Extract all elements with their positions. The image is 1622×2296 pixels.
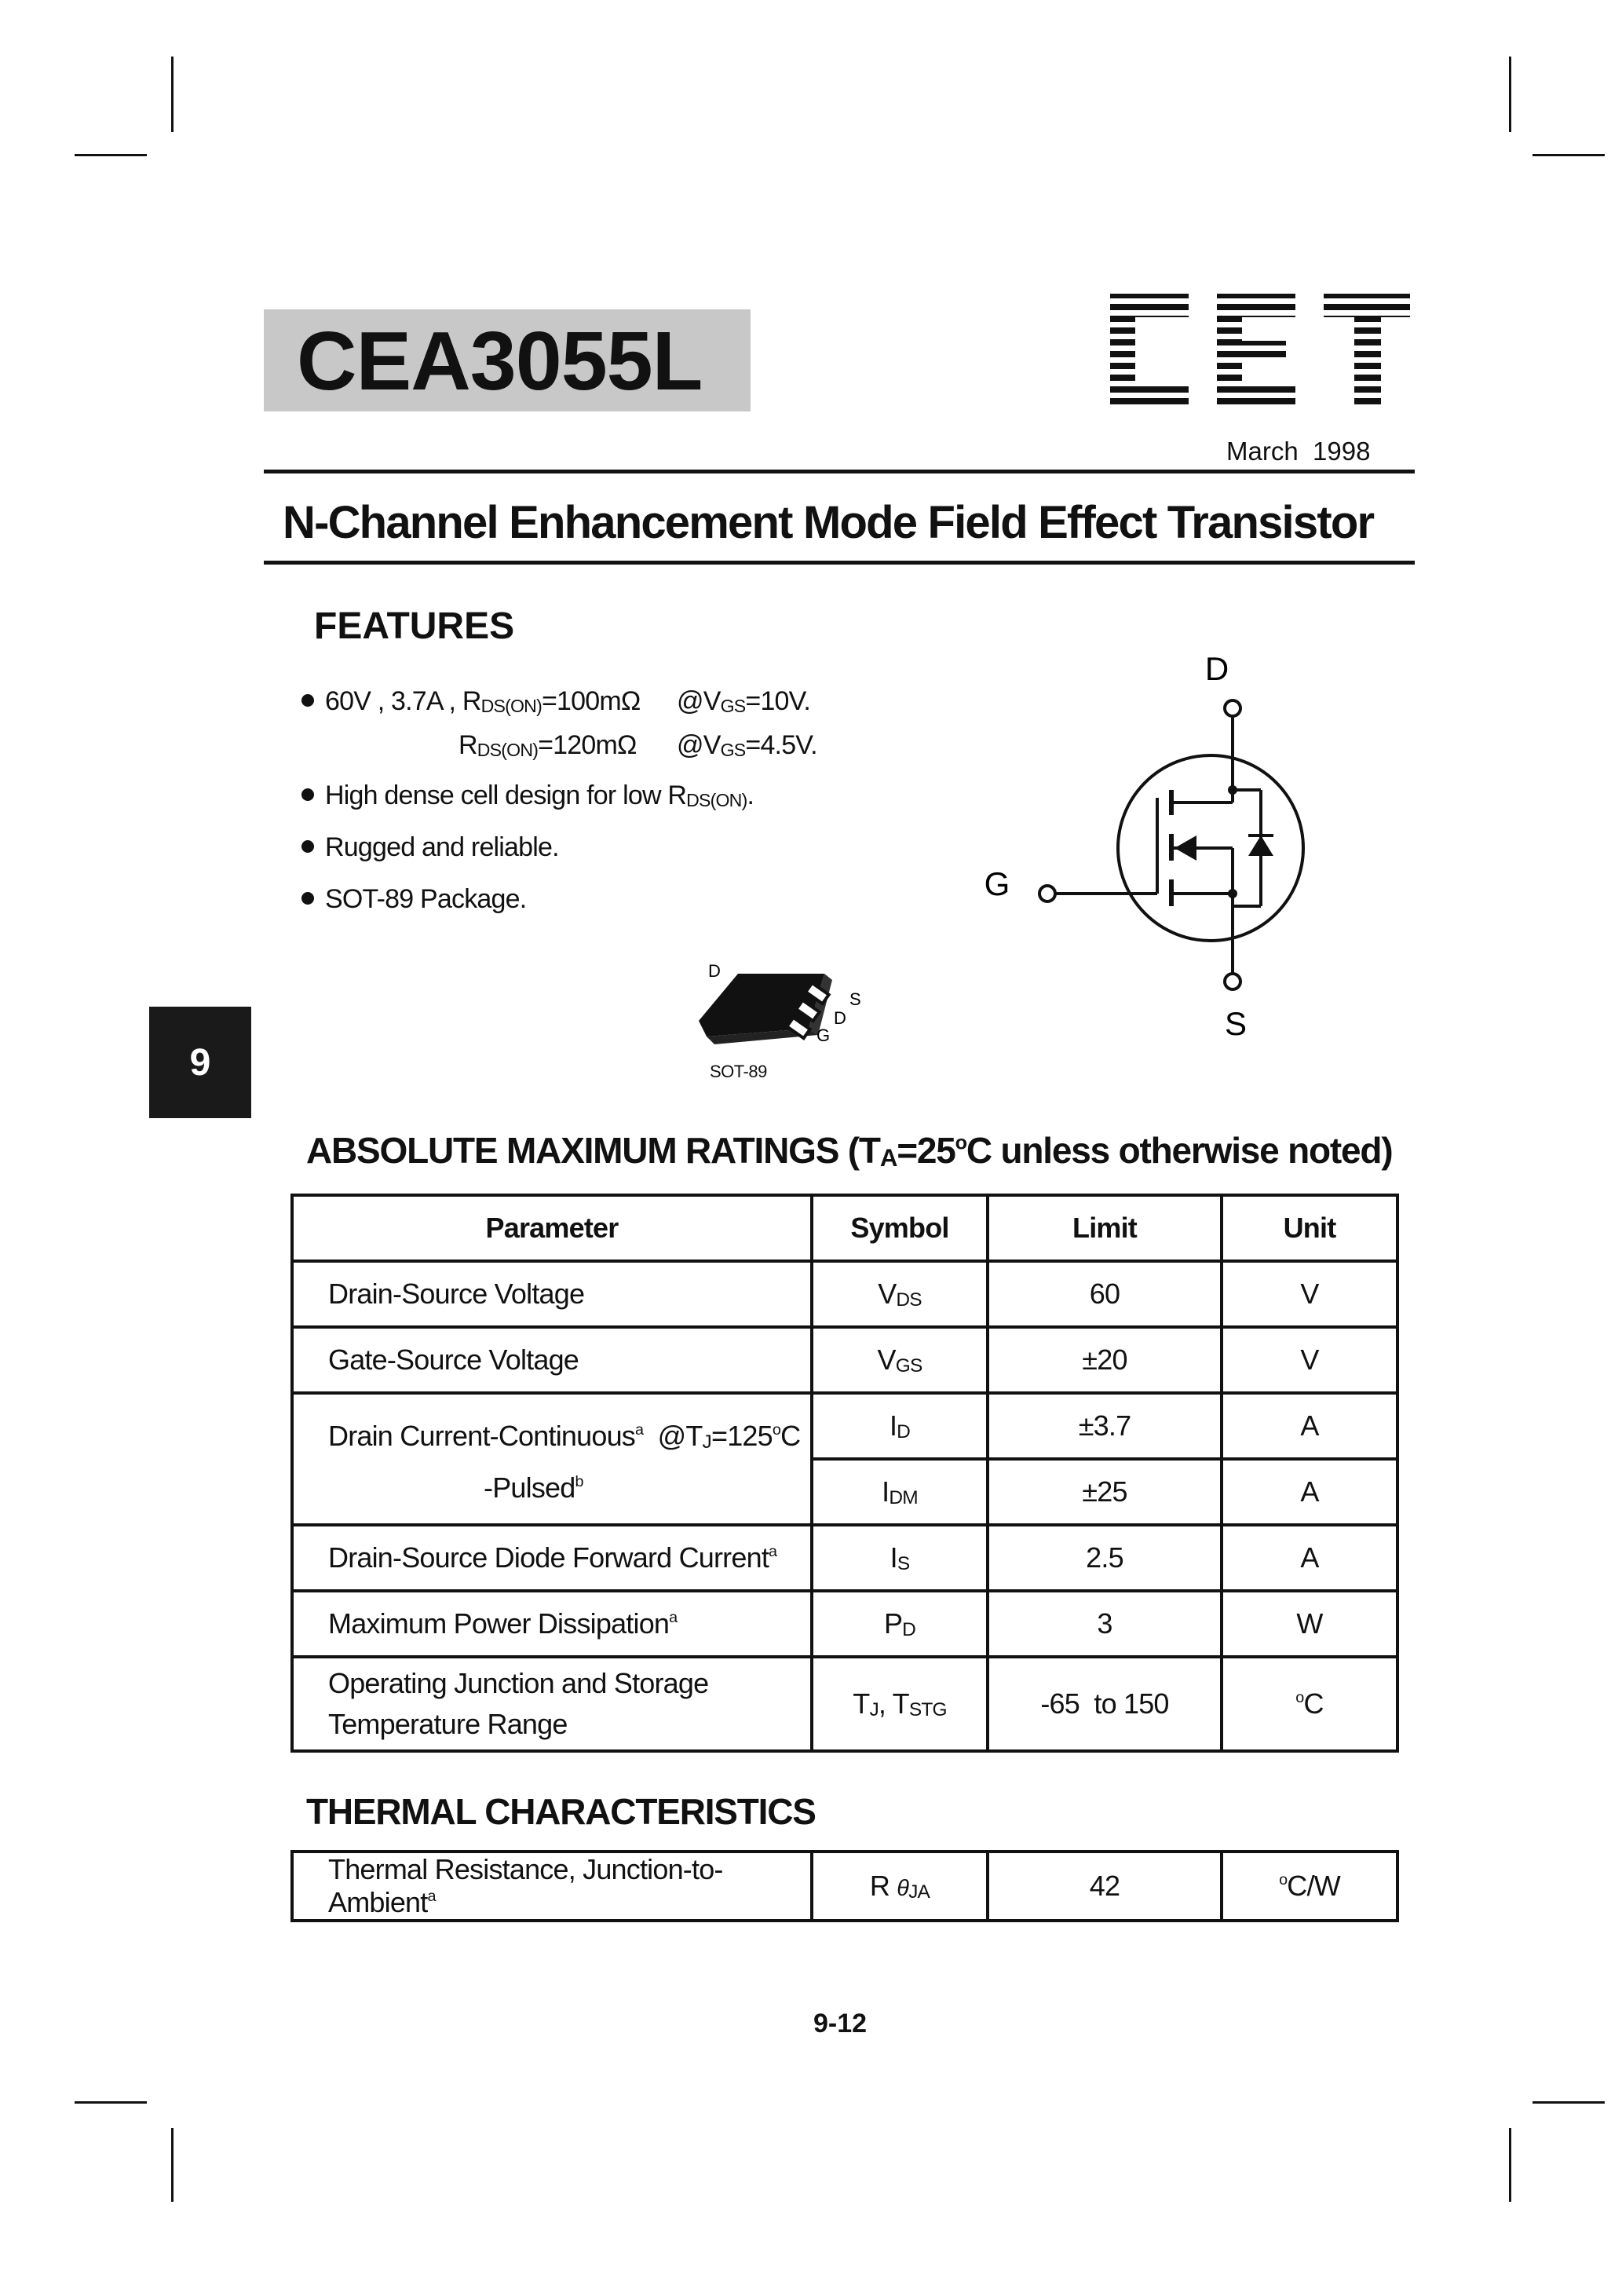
feature-condition: $@V_{GS}=4.5V$. [677, 730, 817, 760]
table-row: Drain Current-Continuous$^a$ $@T_J=125^oC$ -Pulsed$^b$ $I_D$ ±3.7 A [292, 1393, 1397, 1459]
table-row: Drain-Source Diode Forward Current$^a$ $I_S$ 2.5 A [292, 1525, 1397, 1591]
table-header-row [292, 1195, 1397, 1261]
drain-current-pulsed: -Pulsed$^b$ [484, 1471, 583, 1504]
header-rule-bottom [264, 561, 1415, 565]
feature-item-continued: $R_{DS(ON)}=120m\Omega$ [458, 730, 637, 760]
part-number: CEA3055L [297, 315, 703, 408]
header-limit: Limit [988, 1195, 1222, 1261]
bullet-icon [301, 694, 314, 707]
header-rule-top [264, 470, 1415, 473]
source-label: S [1224, 1005, 1248, 1042]
feature-item: Rugged and reliable. [301, 832, 559, 863]
drain-label: D [1204, 650, 1229, 687]
crop-mark [75, 2101, 147, 2104]
crop-mark [171, 57, 174, 132]
table-row: Operating Junction and Storage Temperature Range $T_J$, $T_{STG}$ -65 to 150 $^o$C [292, 1657, 1397, 1751]
pin-label: G [816, 1026, 831, 1045]
section-tab: 9 [149, 1007, 251, 1118]
pin-label: S [849, 989, 861, 1009]
header-symbol: Symbol [812, 1195, 988, 1261]
crop-mark [1532, 154, 1605, 156]
table-row: Gate-Source Voltage $V_{GS}$ ±20 V [292, 1327, 1397, 1393]
crop-mark [75, 154, 147, 156]
feature-item: High dense cell design for low $R_{DS(ON)}$. [301, 781, 754, 811]
table-row: Thermal Resistance, Junction-to-Ambient$^a$ R $\theta_{JA}$ 42 $^o$C/W [292, 1852, 1397, 1921]
crop-mark [1532, 2101, 1605, 2104]
bullet-icon [301, 840, 314, 853]
thermal-heading: THERMAL CHARACTERISTICS [306, 1791, 816, 1832]
bullet-icon [301, 892, 314, 905]
feature-item: SOT-89 Package. [301, 884, 526, 915]
mosfet-schematic-symbol [974, 644, 1335, 1056]
crop-mark [1509, 2128, 1511, 2202]
abs-max-table [290, 1194, 1399, 1753]
table-row: $I_{DM}$ ±25 A [292, 1459, 1397, 1525]
crop-mark [171, 2128, 174, 2202]
drain-current-continuous: Drain Current-Continuous$^a$ $@T_J=125^oC$ [328, 1420, 801, 1453]
feature-condition: $@V_{GS}=10V$. [677, 686, 811, 716]
page-title: N-Channel Enhancement Mode Field Effect Transistor [283, 497, 1374, 548]
package-label: SOT-89 [710, 1062, 767, 1081]
page-number: 9-12 [813, 2009, 868, 2038]
pin-label: D [708, 961, 721, 981]
gate-label: G [984, 865, 1010, 902]
thermal-table [290, 1850, 1399, 1922]
feature-item: 60V , 3.7A , $R_{DS(ON)}=100m\Omega$ [301, 686, 641, 717]
header-parameter: Parameter [292, 1195, 812, 1261]
issue-date: March 1998 [1226, 437, 1371, 466]
sot89-package-drawing [691, 942, 879, 1064]
pin-label: D [834, 1008, 846, 1028]
table-row: Drain-Source Voltage $V_{DS}$ 60 V [292, 1261, 1397, 1327]
crop-mark [1509, 57, 1511, 132]
features-heading: FEATURES [314, 605, 515, 647]
bullet-icon [301, 788, 314, 801]
table-row: Maximum Power Dissipation$^a$ $P_D$ 3 W [292, 1591, 1397, 1657]
cet-logo [1107, 292, 1413, 414]
abs-max-heading: ABSOLUTE MAXIMUM RATINGS ($T_A=25^oC$ unless otherwise noted) [306, 1130, 1393, 1172]
header-unit: Unit [1222, 1195, 1397, 1261]
